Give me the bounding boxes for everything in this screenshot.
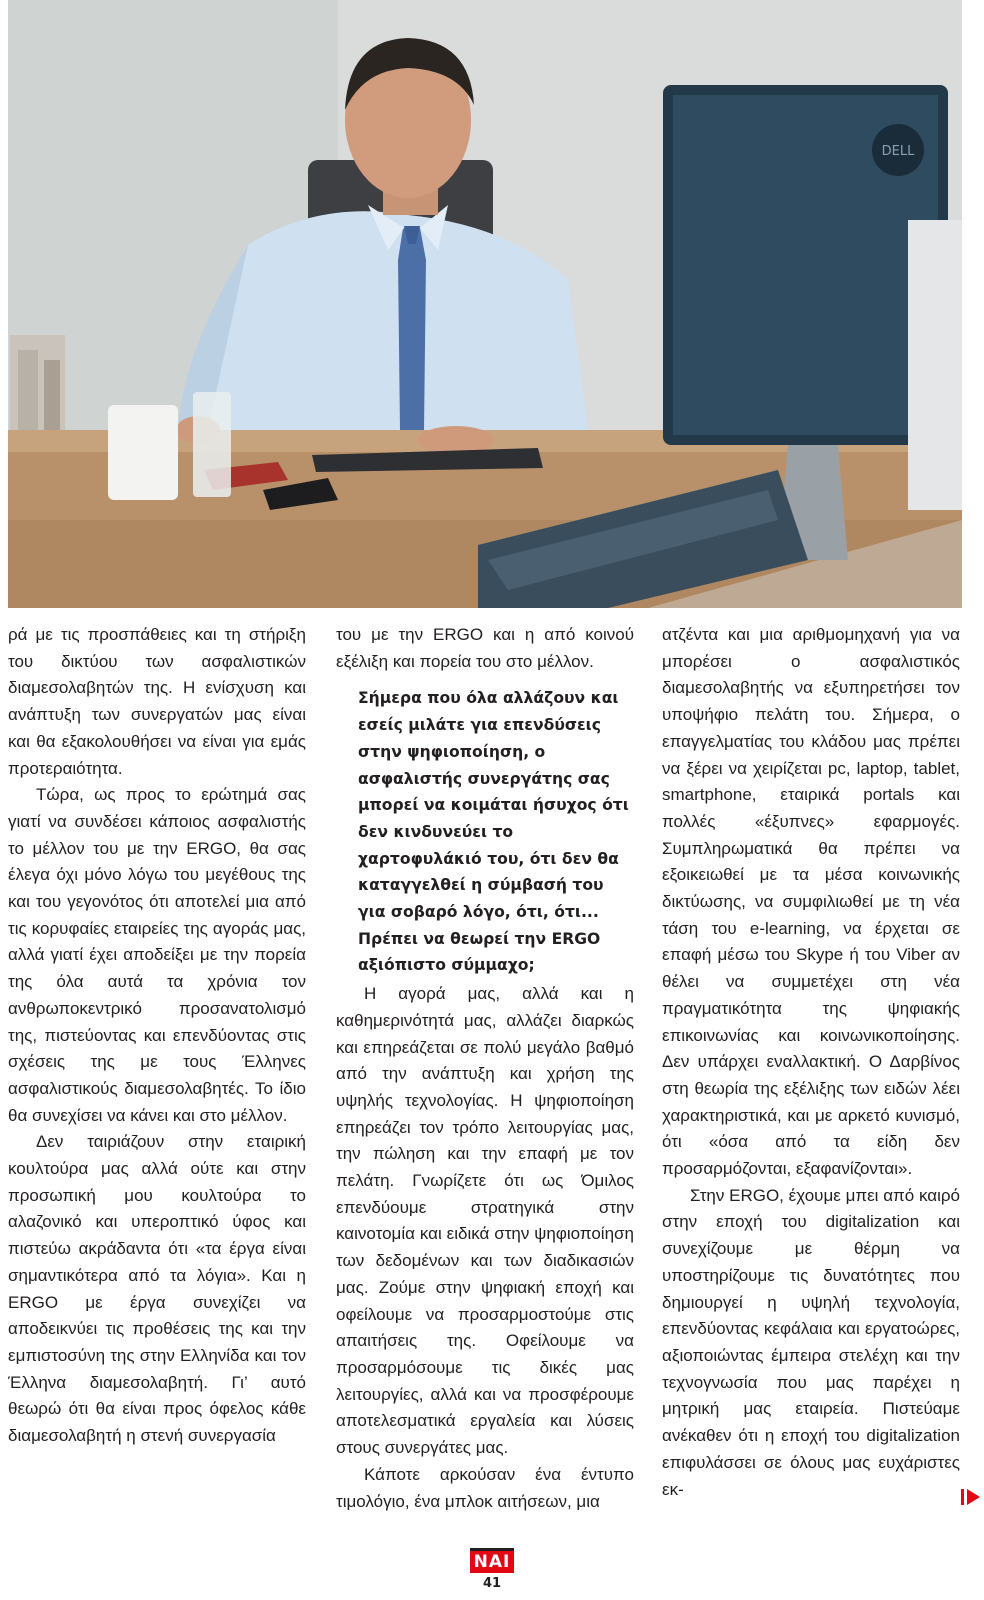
paragraph: Δεν ταιριάζουν στην εταιρική κουλτούρα μας αλλά ούτε και στην προσωπική μου κουλτούρα το αλαζονικό και υπεροπτικό ύφος και πιστεύω ακράδαντα ότι «τα έργα είναι σημαντικότερα από τα λόγια». Και η ERGO με έργα συνεχίζει να αποδεικνύει τις προθέσεις της και την εμπιστοσύνη της στην Ελληνίδα και τον Έλληνα διαμεσολαβητή. Γι’ αυτό θεωρώ ότι θα είναι προς όφελος κάθε διαμεσολαβητή η στενή συνεργασία [8,1132,306,1446]
paragraph: ρά με τις προσπάθειες και τη στήριξη του δικτύου των ασφαλιστικών διαμεσολαβητών της. Η ενίσχυση και ανάπτυξη των συνεργατών μας είναι και θα εξακολουθήσει να είναι για εμάς προτεραιότητα. [8,625,306,778]
paragraph: ατζέντα και μια αριθμομηχανή για να μπορέσει ο ασφαλιστικός διαμεσολαβητής να εξυπηρετήσει τον υποψήφιο πελάτη του. Σήμερα, ο επαγγελματίας του κλάδου μας πρέπει να ξέρει να χειρίζεται pc, laptop, tablet, smartphone, εταιρικά portals και πολλές «έξυπνες» εφαρμογές. Συμπληρωματικά θα πρέπει να εξοικειωθεί με τα μέσα κοινωνικής δικτύωσης, να συμφιλιωθεί με τη νέα τάση του e-learning, να έρχεται σε επαφή μέσω του Skype ή του Viber αν θέλει να συμμετέχει στη νέα πραγματικότητα της ψηφιακής επικοινωνίας και κοινωνικοποίησης. Δεν υπάρχει εναλλακτική. Ο Δαρβίνος στη θεωρία της εξέλιξης των ειδών λέει χαρακτηριστικά, και με αρκετό κυνισμό, ότι «όσα από τα είδη δεν προσαρμόζονται, εξαφανίζονται». [662,625,960,1179]
office-photo-illustration [8,0,962,608]
text-column-2 [336,622,634,1515]
page-footer [0,1548,984,1591]
paragraph: Στην ERGO, έχουμε μπει από καιρό στην εποχή του digitalization και συνεχίζουμε με θέρμη να υποστηρίζουμε τις δυνατότητες που δημιουργεί η υψηλή τεχνολογία, επενδύοντας κεφάλαια και εργατοώρες, αξιοποιώντας έμπειρα στελέχη και την τεχνογνωσία που μας παρέχει η μητρική μας εταιρεία. Πιστεύαμε ανέκαθεν ότι η εποχή του digitalization επιφυλάσσει σε όλους μας ευχάριστες εκ- [662,1185,960,1499]
interview-question: Σήμερα που όλα αλλάζουν και εσείς μιλάτε για επενδύσεις στην ψηφιοποίηση, ο ασφαλιστής συνεργάτης σας μπορεί να κοιμάται ήσυχος ότι δεν κινδυνεύει το χαρτοφυλάκιό του, ότι δεν θα καταγγελθεί η σύμβασή του για σοβαρό λόγο, ότι, ότι... Πρέπει να θεωρεί την ERGO αξιόπιστο σύμμαχο; [358,689,629,975]
hero-photo [8,0,962,608]
paragraph: Τώρα, ως προς το ερώτημά σας γιατί να συνδέσει κάποιος ασφαλιστής το μέλλον του με την ERGO, θα σας έλεγα όχι μόνο λόγω του μεγέθους της και του γεγονότος ότι αποτελεί μια από τις κορυφαίες εταιρείες της αγοράς μας, αλλά γιατί έχει αποδείξει με την πορεία της όλα αυτά τα χρόνια τον ανθρωποκεντρικό προσανατολισμό της, πιστεύοντας και επενδύοντας στις σχέσεις της με τους Έλληνες ασφαλιστικούς διαμεσολαβητές. Το ίδιο θα συνεχίσει να κάνει και στο μέλλον. [8,785,306,1125]
magazine-logo: ΝΑΙ [470,1548,515,1573]
paragraph: Η αγορά μας, αλλά και η καθημερινότητά μας, αλλάζει διαρκώς και επηρεάζεται σε πολύ μεγάλο βαθμό από την ανάπτυξη και χρήση της υψηλής τεχνολογίας. Η ψηφιοποίηση επηρεάζει τον τρόπο λειτουργίας μας, την πώληση και την επαφή με τον πελάτη. Γνωρίζετε ότι ως Όμιλος επενδύουμε στρατηγικά στην καινοτομία και ειδικά στην ψηφιοποίηση των δεδομένων και των διαδικασιών μας. Ζούμε στην ψηφιακή εποχή και οφείλουμε να προσαρμοστούμε στις απαιτήσεις της. Οφείλουμε να προσαρμόσουμε τις δικές μας λειτουργίες, αλλά και να προσφέρουμε αποτελεσματικά εργαλεία και λύσεις στους συνεργάτες μας. [336,984,634,1458]
text-column-3 [662,622,960,1503]
page-number: 41 [482,1576,502,1591]
continue-arrow-icon [967,1489,980,1505]
paragraph: του με την ERGO και η από κοινού εξέλιξη και πορεία του στο μέλλον. [336,625,634,671]
text-column-1 [8,622,306,1450]
monitor-brand-logo: DELL [881,144,915,159]
paragraph: Κάποτε αρκούσαν ένα έντυπο τιμολόγιο, ένα μπλοκ αιτήσεων, μια [336,1464,634,1511]
